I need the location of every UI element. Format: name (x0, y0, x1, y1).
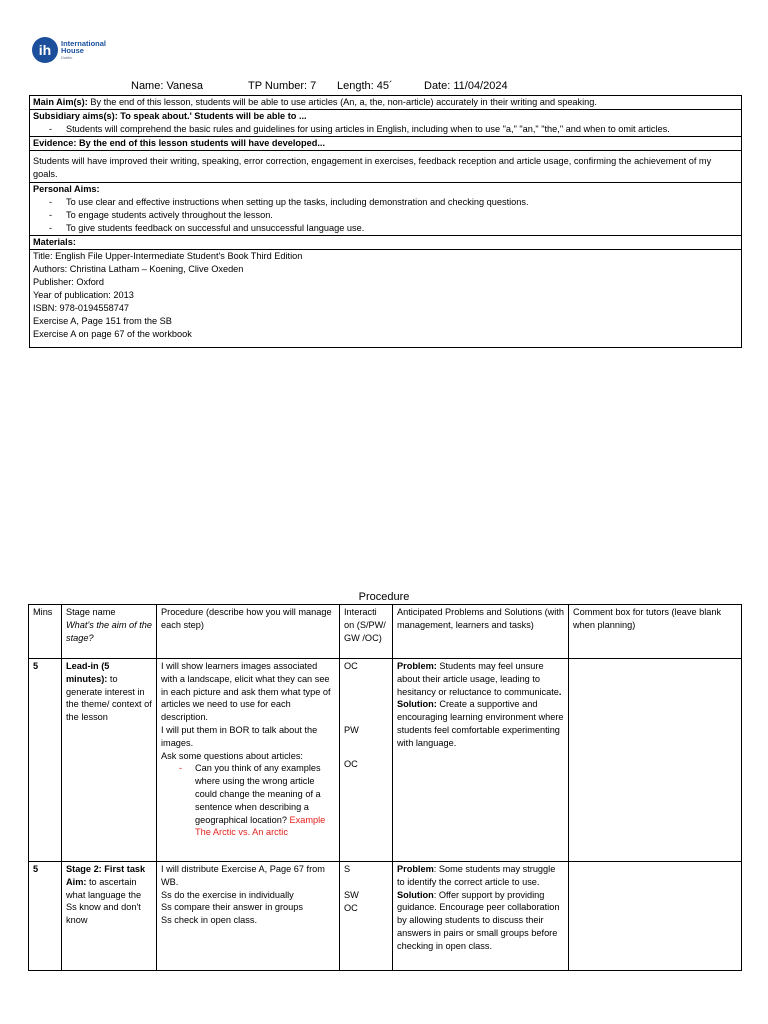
header-interaction: Interacti on (S/PW/ GW /OC) (340, 605, 393, 659)
procedure-title: Procedure (358, 591, 410, 603)
header-problems: Anticipated Problems and Solutions (with management, learners and tasks) (393, 605, 569, 659)
lesson-length: Length: 45´ (337, 80, 393, 92)
row1-question-text: Can you think of any examples where using the wrong article could change the meaning of a sentence when describing a geographical location? (195, 763, 321, 825)
logo-line-house: House (61, 46, 84, 55)
row2-interaction-3: OC (344, 902, 358, 913)
row2-problem-text: : Some students may struggle to identify the correct article to use. (397, 864, 556, 887)
personal-aim-item: - To engage students actively throughout the lesson. (33, 209, 738, 222)
row1-interaction (340, 659, 393, 862)
row1-problem-label: Problem: (397, 661, 437, 671)
header-stage-name: Stage name (66, 607, 116, 617)
lesson-header (131, 80, 508, 92)
row2-interaction-2: SW (344, 889, 359, 900)
personal-aim-item: - To use clear and effective instructions when setting up the tasks, including demonstration and checking questions. (33, 196, 738, 209)
materials-label: Materials: (30, 235, 741, 249)
row2-interaction-1: S (344, 864, 351, 874)
procedure-table (28, 604, 742, 971)
row1-example-text: Example The Arctic vs. An arctic (195, 814, 326, 838)
row2-proc-step: Ss do the exercise in individually (161, 889, 294, 900)
table-row (29, 862, 742, 971)
row1-proc-question (161, 762, 335, 839)
row2-interaction (340, 862, 393, 971)
row2-procedure (157, 862, 340, 971)
material-title: Title: English File Upper-Intermediate Student's Book Third Edition (33, 251, 303, 261)
procedure-header-row (29, 605, 742, 659)
header-comment: Comment box for tutors (leave blank when planning) (569, 605, 742, 659)
aims-table (29, 95, 742, 348)
personal-aim-item: - To give students feedback on successful and unsuccessful language use. (33, 222, 738, 235)
logo-text (61, 40, 106, 61)
row1-comment (569, 659, 742, 862)
row1-proc-step: Ask some questions about articles: (161, 750, 303, 761)
subsidiary-aim-item: - Students will comprehend the basic rules and guidelines for using articles in English, including when to use "a," "an," "the," and when to omit articles. (33, 123, 738, 136)
material-authors: Authors: Christina Latham – Koening, Clive Oxeden (33, 264, 244, 274)
row2-proc-step: I will distribute Exercise A, Page 67 from WB. (161, 864, 325, 887)
row2-solution-text: : Offer support by providing guidance. Encourage peer collaboration by allowing students to discuss their answers in pairs or small groups before checking in open class. (397, 889, 560, 951)
ih-logo-icon: ih (32, 37, 58, 63)
materials-list (30, 249, 741, 347)
personal-aims-label: Personal Aims: (33, 184, 100, 194)
row1-problem-text: Students may feel unsure about their article usage, leading to hesitancy or reluctance to communicate (397, 661, 559, 697)
row2-problems (393, 862, 569, 971)
subsidiary-aim-row (30, 109, 741, 136)
header-stage (62, 605, 157, 659)
row1-mins: 5 (29, 659, 62, 862)
row2-proc-step: Ss check in open class. (161, 915, 258, 926)
row1-solution-label: Solution: (397, 699, 437, 710)
evidence-label: Evidence: By the end of this lesson students will have developed... (30, 136, 741, 150)
subsidiary-aim-label: Subsidiary aims(s): To speak about.' Students will be able to ... (33, 111, 307, 121)
row1-stage (62, 659, 157, 862)
evidence-text-row (30, 150, 741, 182)
row1-proc-step: I will put them in BOR to talk about the images. (161, 724, 318, 748)
logo-line-dublin: Dublin (61, 54, 73, 60)
main-aim-row (30, 96, 741, 109)
row2-proc-step: Ss compare their answer in groups (161, 902, 303, 913)
material-isbn: ISBN: 978-0194558747 (33, 303, 130, 313)
teacher-name: Name: Vanesa (131, 80, 203, 92)
row1-solution-text: Create a supportive and encouraging learning environment where students feel comfortable experimenting with language. (397, 699, 564, 748)
row2-stage (62, 862, 157, 971)
table-row (29, 659, 742, 862)
row1-interaction-2: PW (344, 724, 359, 735)
row1-proc-step: I will show learners images associated with a landscape, elicit what they can see in each picture and ask them what type of articles we need to use for each description. (161, 661, 331, 723)
row1-problems (393, 659, 569, 862)
row2-stage-name: Stage 2: First task Aim: (66, 864, 146, 887)
row1-stage-aim: to generate interest in the theme/ context of the lesson (66, 673, 152, 723)
header-procedure: Procedure (describe how you will manage each step) (157, 605, 340, 659)
row2-mins: 5 (29, 862, 62, 971)
row2-stage-aim: to ascertain what language the Ss know and don't know (66, 876, 142, 926)
main-aim-label: Main Aim(s): (33, 97, 88, 107)
lesson-date: Date: 11/04/2024 (424, 80, 508, 92)
material-exercise-sb: Exercise A, Page 151 from the SB (33, 316, 172, 326)
row1-interaction-1: OC (344, 661, 358, 671)
row1-interaction-3: OC (344, 758, 358, 769)
material-exercise-wb: Exercise A on page 67 of the workbook (33, 329, 192, 339)
evidence-text: Students will have improved their writing, speaking, error correction, engagement in exercises, feedback reception and article usage, confirming the achievement of my goals. (33, 156, 712, 179)
international-house-logo (32, 30, 116, 70)
row1-procedure (157, 659, 340, 862)
row2-problem-label: Problem (397, 864, 434, 874)
row1-stage-name: Lead-in (5 minutes): (66, 661, 110, 684)
header-mins: Mins (29, 605, 62, 659)
main-aim-text: By the end of this lesson, students will be able to use articles (An, a, the, non-article) accurately in their writing and speaking. (87, 97, 597, 107)
material-year: Year of publication: 2013 (33, 290, 134, 300)
row2-comment (569, 862, 742, 971)
row2-solution-label: Solution (397, 889, 434, 900)
header-stage-aim: What's the aim of the stage? (66, 619, 153, 643)
material-publisher: Publisher: Oxford (33, 277, 104, 287)
tp-number: TP Number: 7 (248, 80, 317, 92)
row1-problem-end: . (558, 686, 562, 697)
personal-aims-row (30, 182, 741, 235)
logo-line-international: International (61, 38, 107, 48)
